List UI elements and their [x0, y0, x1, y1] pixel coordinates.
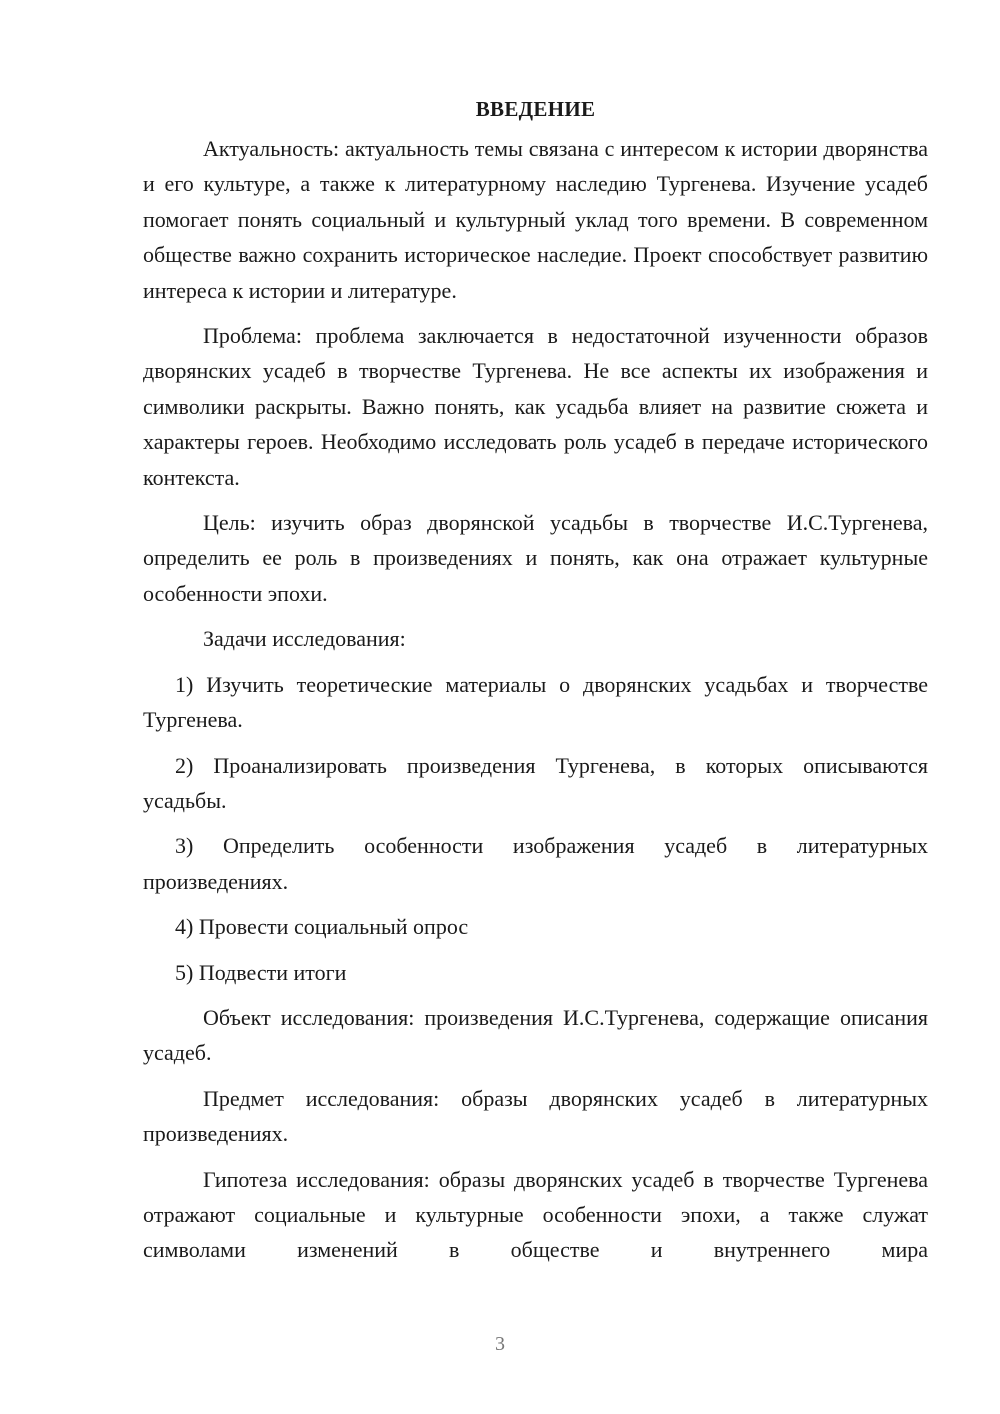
document-title: ВВЕДЕНИЕ — [475, 97, 596, 121]
page-number: 3 — [495, 1333, 505, 1355]
document-page — [143, 92, 928, 1278]
paragraph-hypothesis: Гипотеза исследования: образы дворянских усадеб в творчестве Тургенева отражают социальные и культурные особенности эпохи, а также служат символами изменений в обществе и внутреннего мира — [143, 1166, 928, 1263]
task-item-1: 1) Изучить теоретические материалы о дворянских усадьбах и творчестве Тургенева. — [143, 671, 928, 733]
task-item-2: 2) Проанализировать произведения Тургенева, в которых описываются усадьбы. — [143, 752, 928, 813]
paragraph-goal: Цель: изучить образ дворянской усадьбы в творчестве И.С.Тургенева, определить ее роль в произведениях и понять, как она отражает культурные особенности эпохи. — [143, 510, 928, 606]
task-item-3: 3) Определить особенности изображения усадеб в литературных произведениях. — [143, 833, 928, 894]
paragraph-object: Объект исследования: произведения И.С.Тургенева, содержащие описания усадеб. — [143, 1004, 928, 1066]
paragraph-relevance: Актуальность: актуальность темы связана с интересом к истории дворянства и его культуре, а также к литературному наследию Тургенева. Изучение усадеб помогает понять социальный и культурный уклад того времени. В современном обществе важно сохранить историческое наследие. Проект способствует развитию интереса к истории и литературе. — [143, 136, 928, 303]
paragraph-problem: Проблема: проблема заключается в недостаточной изученности образов дворянских усадеб в творчестве Тургенева. Не все аспекты их изображения и символики раскрыты. Важно понять, как усадьба влияет на развитие сюжета и характеры героев. Необходимо исследовать роль усадеб в передаче исторического контекста. — [143, 323, 928, 490]
task-item-5: 5) Подвести итоги — [175, 959, 347, 985]
paragraph-tasks-heading: Задачи исследования: — [203, 626, 406, 652]
task-item-4: 4) Провести социальный опрос — [175, 914, 469, 940]
paragraph-subject: Предмет исследования: образы дворянских усадеб в литературных произведениях. — [143, 1085, 928, 1147]
